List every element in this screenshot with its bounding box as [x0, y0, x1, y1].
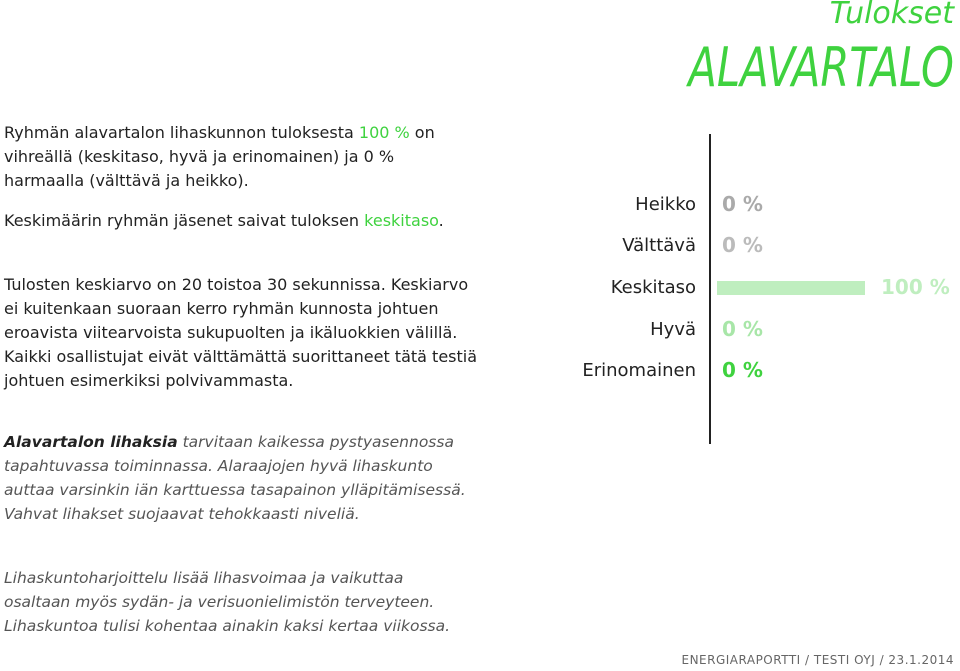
chart-value-label: 100 %	[881, 275, 950, 299]
chart-bar	[717, 281, 865, 295]
chart-category-label: Erinomainen	[582, 360, 696, 381]
chart-axis	[709, 134, 711, 444]
chart-value-label: 0 %	[722, 233, 763, 257]
info-paragraph-2: Lihaskuntoharjoittelu lisää lihasvoimaa ja vaikuttaa osaltaan myös sydän- ja verisuonielimistön terveyteen. Lihaskuntoa tulisi kohentaa ainakin kaksi kertaa viikossa.	[4, 569, 451, 635]
info-text: tarvitaan kaikessa pystyasennossa tapahtuvassa toiminnassa. Alaraajojen hyvä lihaskunto auttaa varsinkin iän karttuessa tasapainon ylläpitämisessä. Vahvat lihakset suojaavat tehokkaasti niveliä.	[4, 433, 466, 523]
intro-text: Keskimäärin ryhmän jäsenet saivat tuloksen	[4, 211, 365, 230]
intro-text: Ryhmän alavartalon lihaskunnon tuloksesta	[4, 123, 359, 142]
intro-paragraph-1	[4, 121, 474, 193]
chart-value-label: 0 %	[722, 317, 763, 341]
intro-paragraph-3: Tulosten keskiarvo on 20 toistoa 30 sekunnissa. Keskiarvo ei kuitenkaan suoraan kerro ryhmän kunnosta johtuen eroavista viitearvoista sukupuolten ja ikäluokkien välillä. Kaikki osallistujat eivät välttämättä suorittaneet tätä testiä johtuen esimerkiksi polvivammasta.	[4, 275, 478, 390]
chart-category-label: Hyvä	[650, 319, 696, 340]
page-title: ALAVARTALO	[688, 36, 954, 99]
highlight-percent: 100 %	[358, 123, 410, 142]
info-bold: Alavartalon lihaksia	[4, 433, 178, 451]
intro-paragraph-2	[4, 209, 474, 233]
footer: ENERGIARAPORTTI / TESTI OYJ / 23.1.2014	[681, 653, 954, 667]
chart-category-label: Heikko	[635, 194, 696, 215]
info-paragraph-1	[4, 430, 474, 526]
chart-category-label: Keskitaso	[610, 277, 696, 298]
chart-value-label: 0 %	[722, 358, 763, 382]
chart-value-label: 0 %	[722, 192, 763, 216]
intro-text: .	[438, 211, 444, 230]
intro-text: on vihreällä (keskitaso, hyvä ja erinomainen) ja 0 % harmaalla (välttävä ja heikko).	[4, 123, 435, 190]
highlight-level: keskitaso	[364, 211, 439, 230]
title-small: Tulokset	[829, 0, 954, 31]
chart-category-label: Välttävä	[622, 235, 696, 256]
